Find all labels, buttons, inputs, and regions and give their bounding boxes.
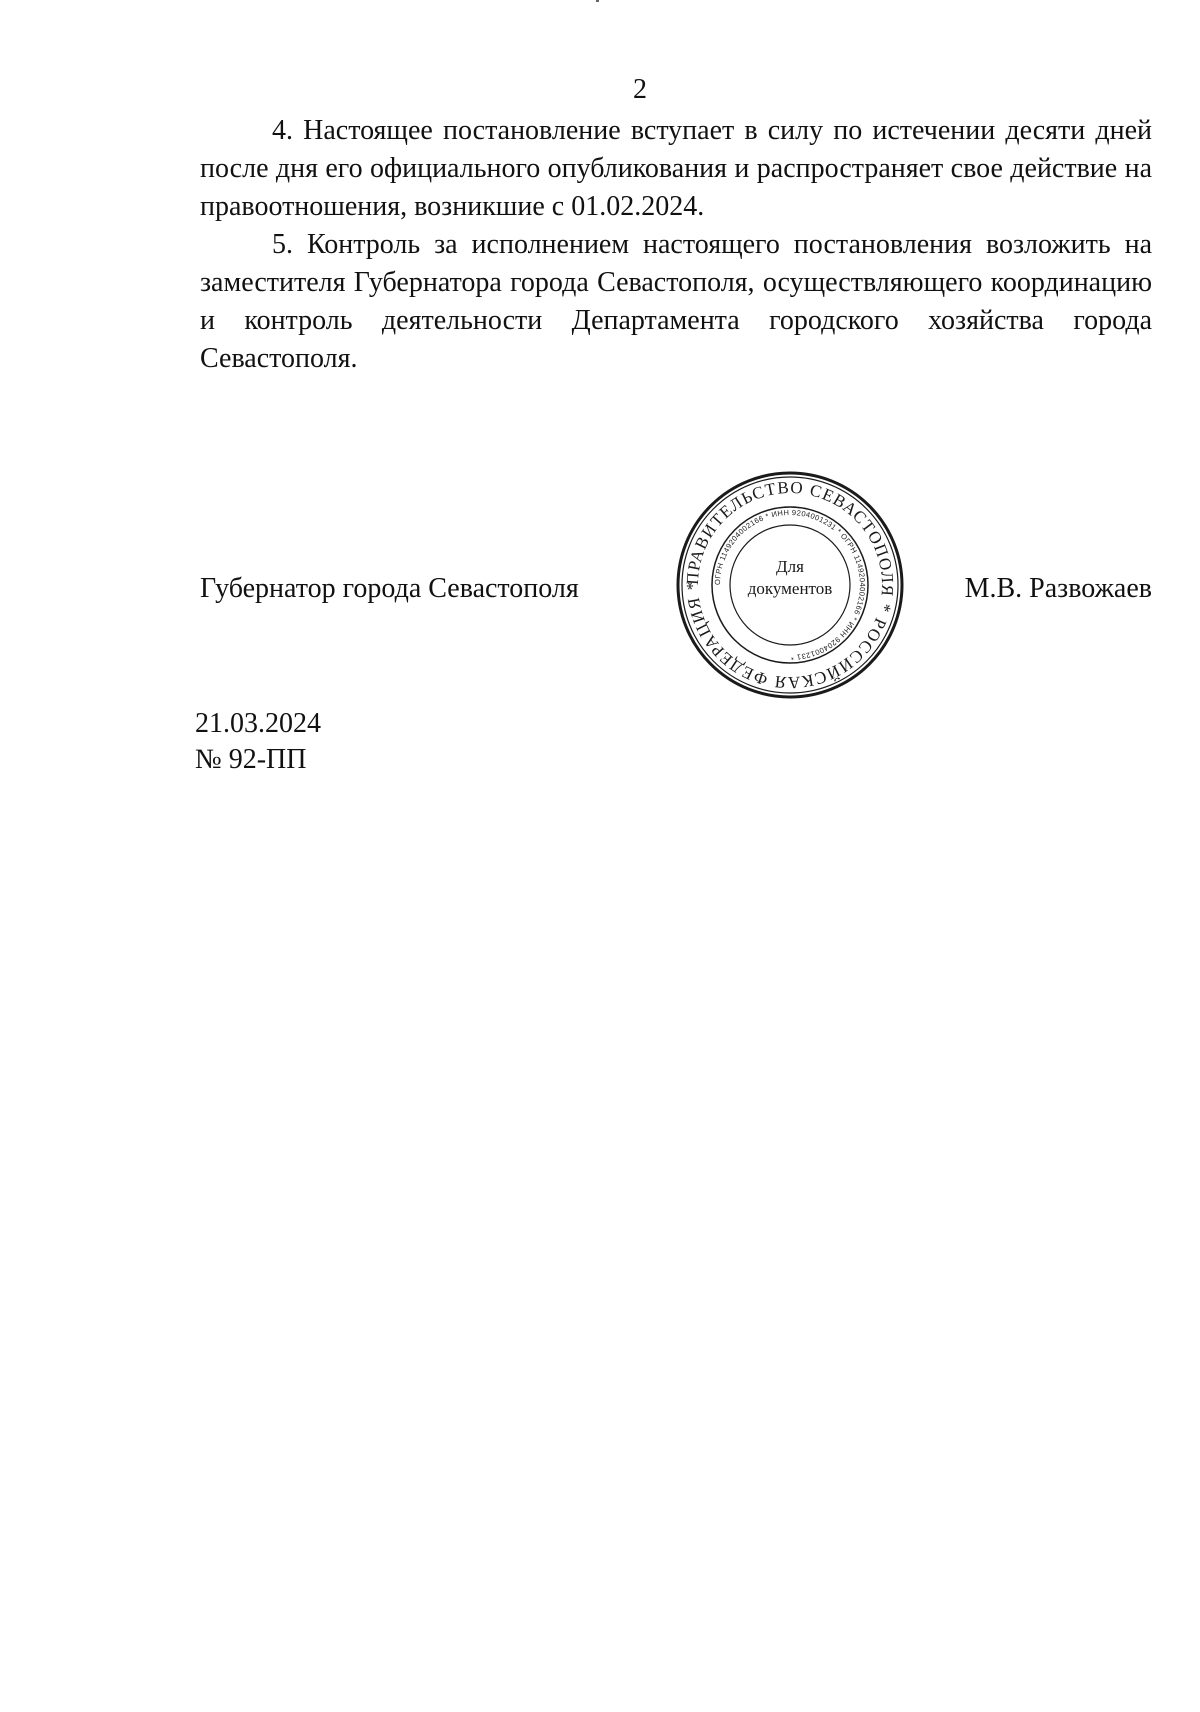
document-meta (195, 706, 321, 778)
seal-inner-text: ОГРН 1149204002166 * ИНН 9204001231 * ОГРН 1149204002166 * ИНН 9204001231 * (712, 507, 868, 663)
signatory-title: Губернатор города Севастополя (200, 573, 579, 604)
page-number: 2 (633, 74, 647, 105)
seal-center-text (675, 556, 905, 600)
document-body (200, 112, 1152, 378)
seal-center-line-2: документов (747, 579, 833, 598)
document-date: 21.03.2024 (195, 708, 321, 739)
seal-center-line-1: Для (776, 557, 804, 576)
seal-outer-text: ПРАВИТЕЛЬСТВО СЕВАСТОПОЛЯ * РОССИЙСКАЯ ФЕДЕРАЦИЯ * (682, 477, 898, 693)
official-seal (675, 470, 905, 700)
signatory-name: М.В. Развожаев (964, 573, 1152, 604)
scan-mark (596, 0, 599, 2)
paragraph-5: 5. Контроль за исполнением настоящего постановления возложить на заместителя Губернатора города Севастополя, осуществляющего координацию и контроль деятельности Департамента городского хозяйства города Севастополя. (200, 229, 1152, 374)
paragraph-4: 4. Настоящее постановление вступает в силу по истечении десяти дней после дня его официального опубликования и распространяет свое действие на правоотношения, возникшие с 01.02.2024. (200, 115, 1152, 222)
document-number: № 92-ПП (195, 744, 307, 775)
